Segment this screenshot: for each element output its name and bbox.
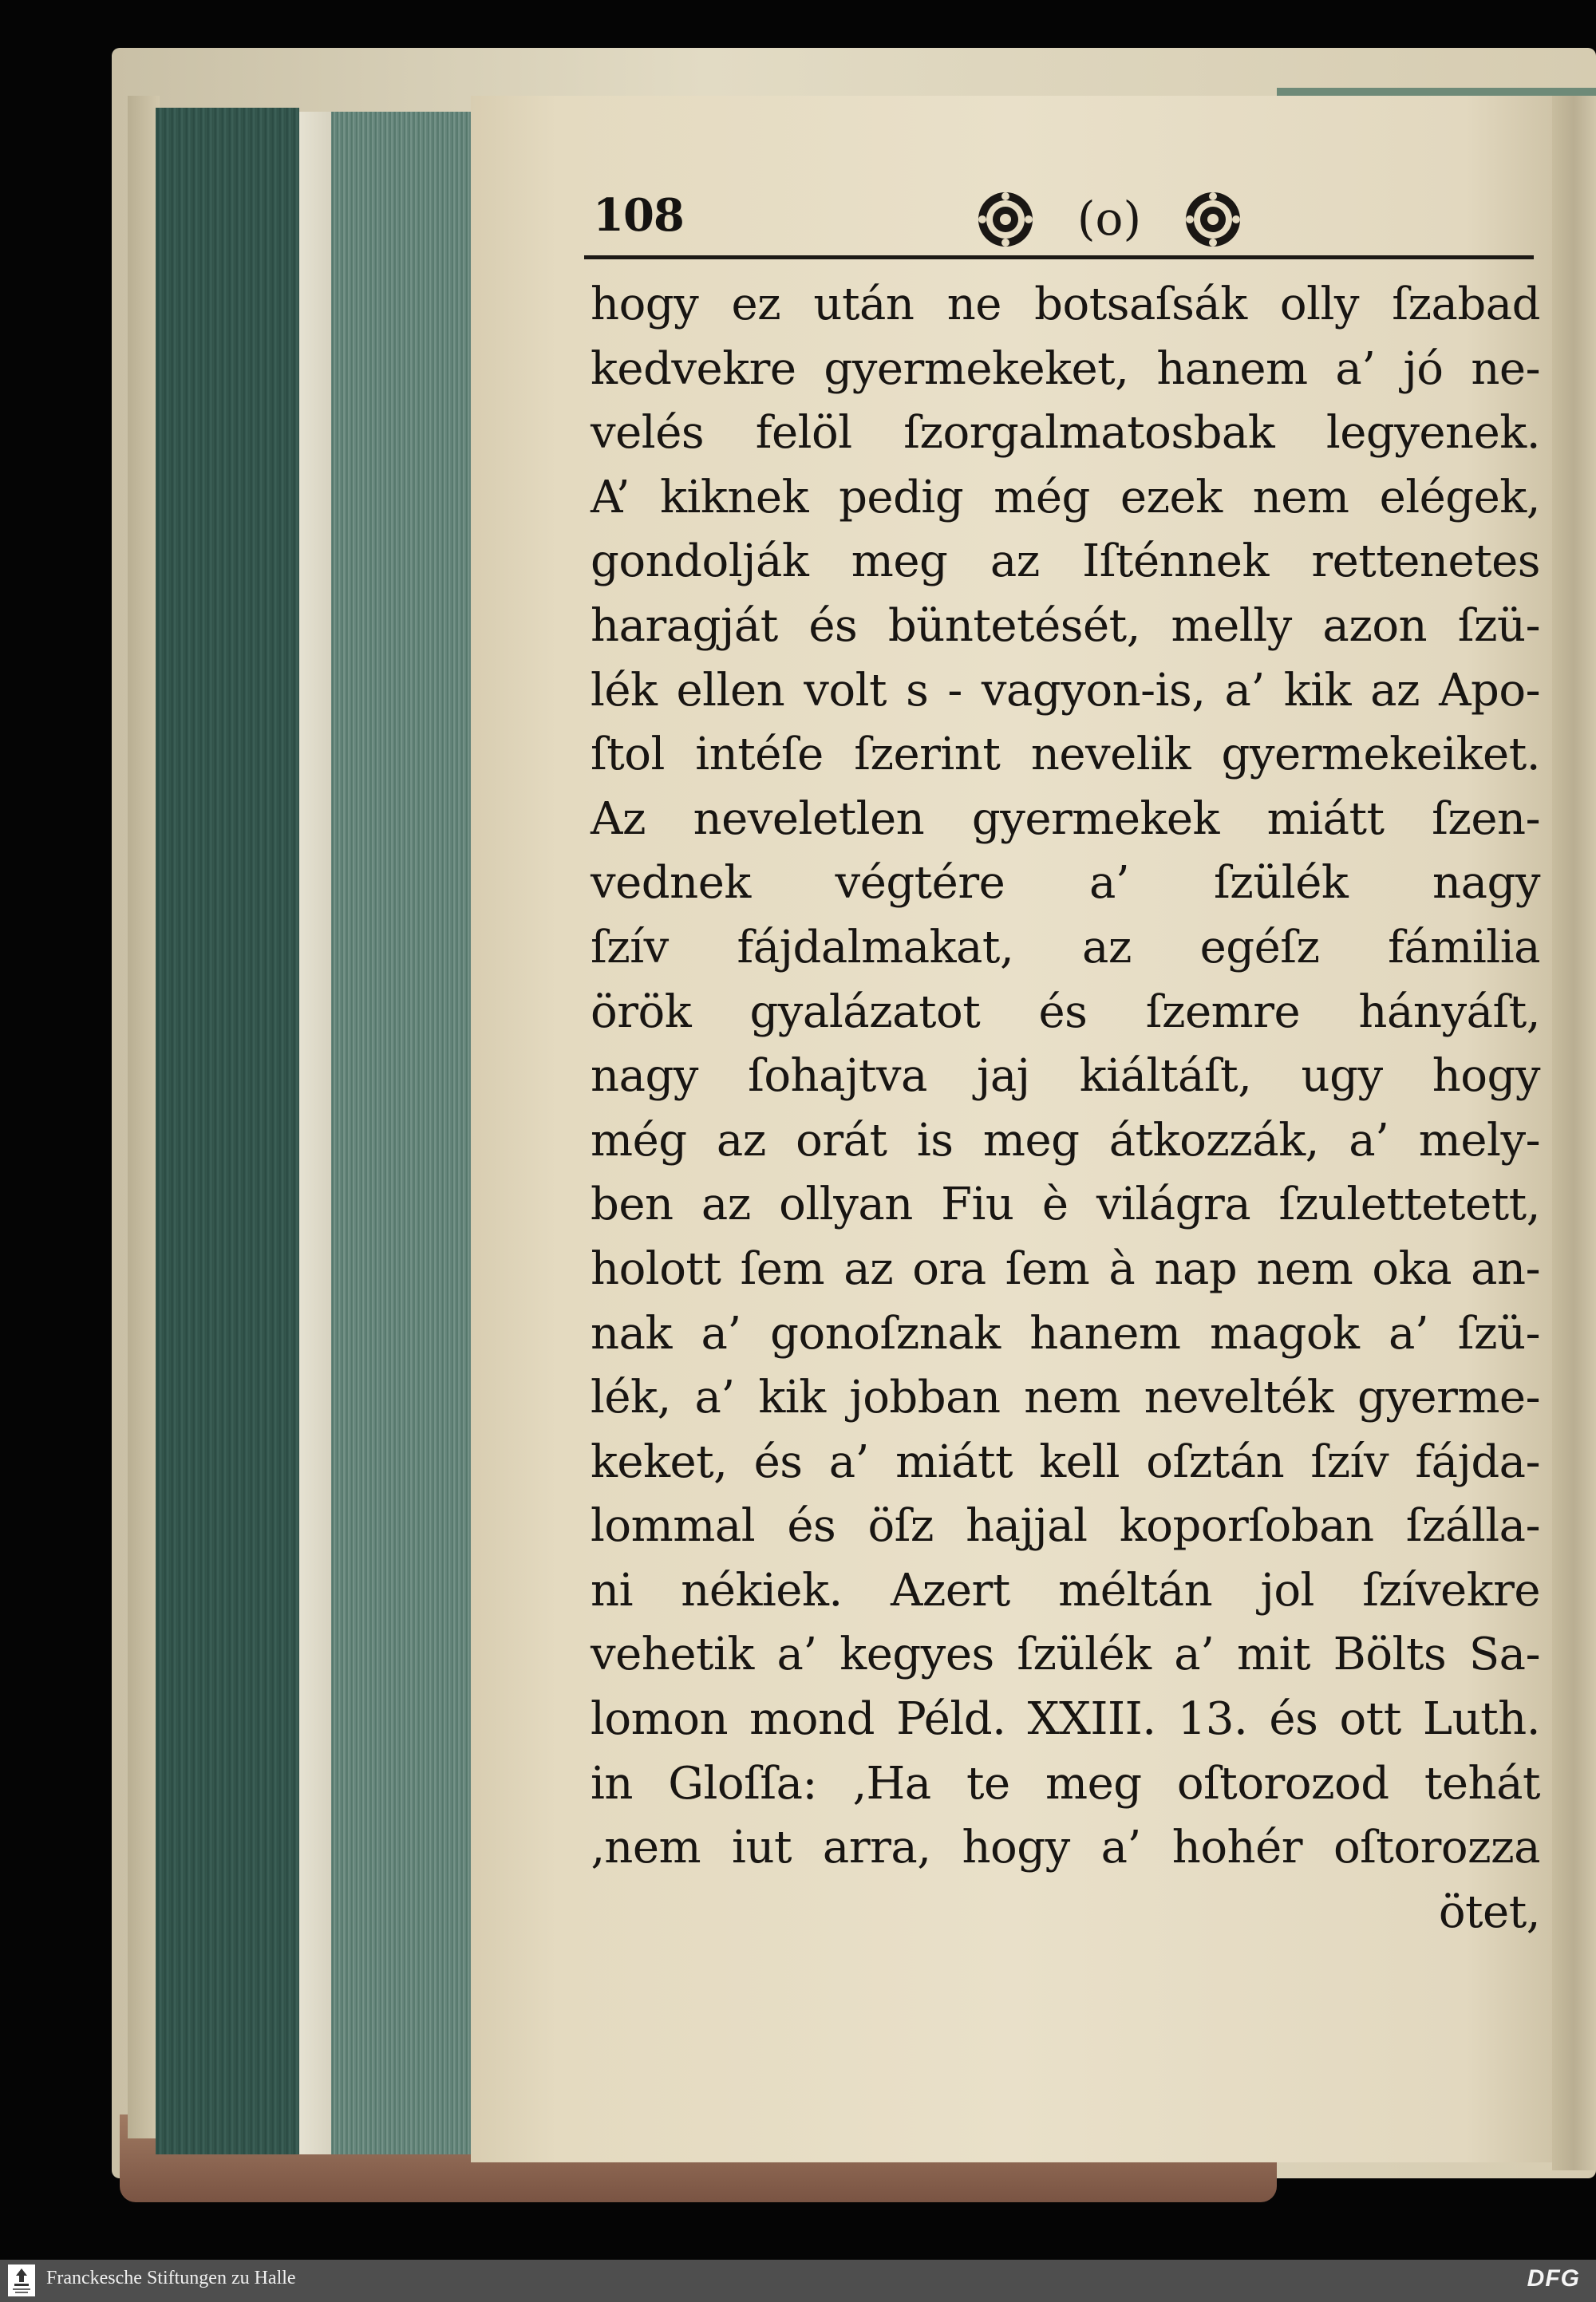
- text-line: még az orát is meg átkozzák, a’ mely-: [591, 1114, 1540, 1167]
- header-ornament: [970, 184, 1249, 255]
- page-edges-inner: [331, 112, 471, 2154]
- text-line: vednek végtére a’ ſzülék nagy: [591, 857, 1540, 910]
- rosette-right-icon: [1186, 192, 1240, 247]
- text-line: nak a’ gonoſznak hanem magok a’ ſzü-: [591, 1307, 1540, 1360]
- page-edges-light: [299, 112, 331, 2154]
- cover-fold: [128, 96, 160, 2138]
- body-text: [591, 273, 1540, 1945]
- text-line: örök gyalázatot és ſzemre hányáſt,: [591, 985, 1540, 1038]
- text-line: velés felöl ſzorgalmatosbak legyenek.: [591, 407, 1540, 460]
- text-line: gondolják meg az Iſténnek rettenetes: [591, 535, 1540, 588]
- text-line: lommal és öſz hajjal koporſoban ſzálla-: [591, 1500, 1540, 1553]
- footer-bar: [0, 2260, 1596, 2302]
- text-line: A’ kiknek pedig még ezek nem elégek,: [591, 471, 1540, 523]
- header-ornament-text: (o): [1077, 192, 1142, 246]
- text-line: hogy ez után ne botsaſsák olly ſzabad: [591, 278, 1540, 330]
- page-gutter: [1552, 96, 1596, 2170]
- text-line: kedvekre gyermekeket, hanem a’ jó ne-: [591, 342, 1540, 395]
- text-line: haragját és büntetését, melly azon ſzü-: [591, 599, 1540, 652]
- text-line: lomon mond Péld. XXIII. 13. és ott Luth.: [591, 1693, 1540, 1746]
- text-line: ni nékiek. Azert méltán jol ſzívekre: [591, 1564, 1540, 1617]
- page-edges-teal: [156, 108, 299, 2154]
- dfg-mark: DFG: [1527, 2265, 1580, 2292]
- text-line: ſzív fájdalmakat, az egéſz fámilia: [591, 921, 1540, 973]
- text-line: in Gloſſa: ‚Ha te meg oſtorozod tehát: [591, 1757, 1540, 1810]
- text-line: lék, a’ kik jobban nem nevelték gyerme-: [591, 1372, 1540, 1424]
- text-line: ben az ollyan Fiu è világra ſzulettetett,: [591, 1179, 1540, 1231]
- text-line: vehetik a’ kegyes ſzülék a’ mit Bölts Sa-: [591, 1629, 1540, 1681]
- rosette-left-icon: [978, 192, 1033, 247]
- text-line: ſtol intéſe ſzerint nevelik gyermekeiket.: [591, 729, 1540, 781]
- text-line: ‚nem iut arra, hogy a’ hohér oſtorozza: [591, 1822, 1540, 1874]
- text-line: ötet,: [1438, 1885, 1540, 1938]
- text-line: Az neveletlen gyermekek miátt ſzen-: [591, 792, 1540, 845]
- text-line: holott ſem az ora ſem à nap nem oka an-: [591, 1242, 1540, 1295]
- stiftung-logo-icon: [8, 2264, 35, 2296]
- text-line: lék ellen volt s - vagyon-is, a’ kik az Apo-: [591, 664, 1540, 717]
- institution-name: Franckesche Stiftungen zu Halle: [46, 2268, 296, 2288]
- text-line: nagy ſohajtva jaj kiáltáſt, ugy hogy: [591, 1050, 1540, 1103]
- text-line: keket, és a’ miátt kell oſztán ſzív fájda-: [591, 1435, 1540, 1488]
- header-rule: [584, 255, 1534, 259]
- page-number: 108: [593, 189, 684, 242]
